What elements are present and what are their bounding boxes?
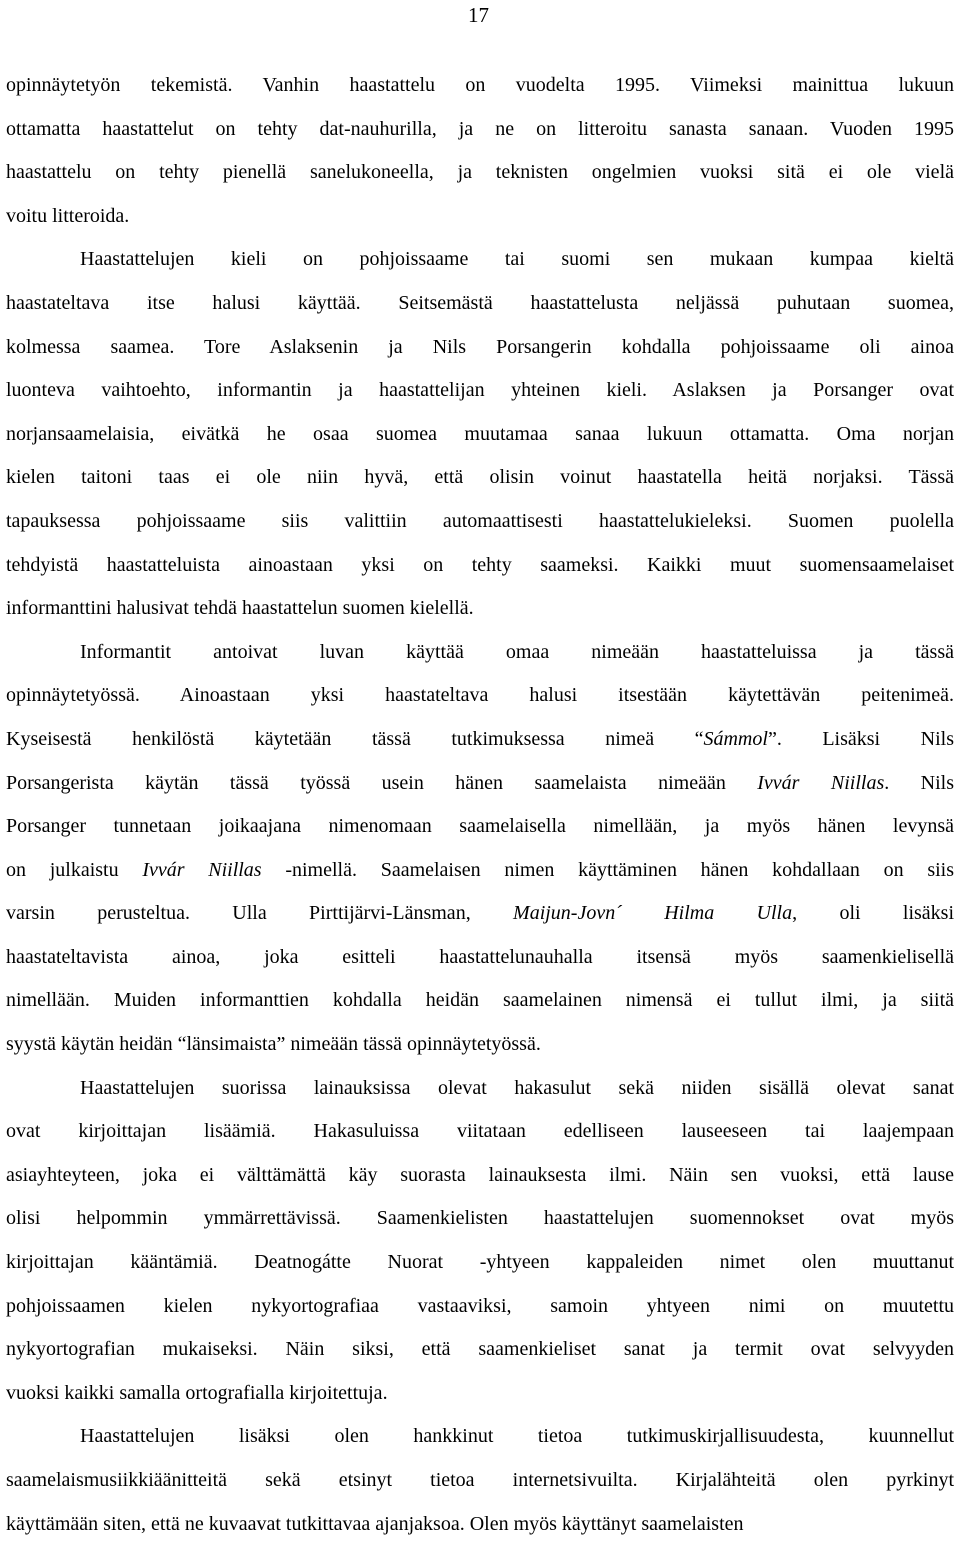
text-line: ovat kirjoittajan lisäämiä. Hakasuluissa viitataan edelliseen lauseeseen tai laajempaan [6,1120,954,1143]
text-line: asiayhteyteen, joka ei välttämättä käy suorasta lainauksesta ilmi. Näin sen vuoksi, että lause [6,1163,954,1186]
text-line: Porsangerista käytän tässä työssä usein hänen saamelaista nimeään Ivvár Niillas. Nils [6,771,955,794]
text-line: nykyortografian mukaiseksi. Näin siksi, että saamenkieliset sanat ja termit ovat selvyyden [6,1338,954,1361]
text-line: haastateltava itse halusi käyttää. Seitsemästä haastattelusta neljässä puhutaan suomea, [6,291,954,314]
text-line: Informantit antoivat luvan käyttää omaa nimeään haastatteluissa ja tässä [80,640,954,663]
text-line: saamelaismusiikkiäänitteitä sekä etsinyt tietoa internetsivuilta. Kirjalähteitä olen pyrkinyt [6,1469,954,1491]
text-line: norjansaamelaisia, eivätkä he osaa suomea muutamaa sanaa lukuun ottamatta. Oma norjan [6,422,954,445]
text-line: tehdyistä haastatteluista ainoastaan yksi on tehty saameksi. Kaikki muut suomensaamelaiset [6,553,954,576]
text-line: Haastattelujen lisäksi olen hankkinut tietoa tutkimuskirjallisuudesta, kuunnellut [80,1425,954,1448]
text-line: Kyseisestä henkilöstä käytetään tässä tutkimuksessa nimeä “Sámmol”. Lisäksi Nils [6,727,954,750]
text-line: luonteva vaihtoehto, informantin ja haastattelijan yhteinen kieli. Aslaksen ja Porsanger ovat [6,379,954,402]
text-line: nimellään. Muiden informanttien kohdalla heidän saamelainen nimensä ei tullut ilmi, ja siitä [6,989,954,1012]
paragraph [6,238,954,630]
text-line: Haastattelujen suorissa lainauksissa olevat hakasulut sekä niiden sisällä olevat sanat [80,1076,954,1099]
text-line: informanttini halusivat tehdä haastattelun suomen kielellä. [6,597,474,620]
text-line: varsin perusteltua. Ulla Pirttijärvi-Länsman, Maijun-Jovn´ Hilma Ulla, oli lisäksi [6,902,955,925]
text-line: opinnäytetyön tekemistä. Vanhin haastattelu on vuodelta 1995. Viimeksi mainittua lukuun [6,74,954,96]
text-line: haastateltavista ainoa, joka esitteli haastattelunauhalla itsensä myös saamenkielisellä [6,945,954,968]
text-line: ottamatta haastattelut on tehty dat-nauhurilla, ja ne on litteroitu sanasta sanaan. Vuoden 1995 [6,117,954,140]
text-line: haastattelu on tehty pienellä sanelukoneella, ja teknisten ongelmien vuoksi sitä ei ole vielä [6,161,954,184]
text-line: käyttämään siten, että ne kuvaavat tutkittavaa ajanjaksoa. Olen myös käyttänyt saamelaisten [6,1512,744,1535]
text-line: on julkaistu Ivvár Niillas -nimellä. Saamelaisen nimen käyttäminen hänen kohdallaan on siis [6,858,954,881]
paragraph [6,631,954,1067]
text-line: kielen taitoni taas ei ole niin hyvä, että olisin voinut haastatella heitä norjaksi. Tässä [6,466,954,489]
text-line: tapauksessa pohjoissaame siis valittiin automaattisesti haastattelukieleksi. Suomen puolella [6,509,954,532]
text-line: syystä käytän heidän “länsimaista” nimeään tässä opinnäytetyössä. [6,1033,541,1056]
paragraph [6,64,954,238]
text-line: kolmessa saamea. Tore Aslaksenin ja Nils Porsangerin kohdalla pohjoissaame oli ainoa [6,335,954,358]
text-line: olisi helpommin ymmärrettävissä. Saamenkielisten haastattelujen suomennokset ovat myös [6,1207,954,1230]
page-number: 17 [468,3,489,27]
text-line: vuoksi kaikki samalla ortografialla kirjoitettuja. [6,1381,388,1404]
text-line: Porsanger tunnetaan joikaajana nimenomaan saamelaisella nimellään, ja myös hänen levynsä [6,815,954,838]
text-line: pohjoissaamen kielen nykyortografiaa vastaaviksi, samoin yhtyeen nimi on muutettu [6,1294,954,1317]
paragraph [6,1415,954,1546]
text-line: Haastattelujen kieli on pohjoissaame tai suomi sen mukaan kumpaa kieltä [80,248,954,271]
text-line: kirjoittajan kääntämiä. Deatnogátte Nuorat -yhtyeen kappaleiden nimet olen muuttanut [6,1251,954,1274]
body-text [6,64,954,1546]
text-line: opinnäytetyössä. Ainoastaan yksi haastateltava halusi itsestään käytettävän peitenimeä. [6,684,954,707]
paragraph [6,1067,954,1416]
text-line: voitu litteroida. [6,204,130,227]
